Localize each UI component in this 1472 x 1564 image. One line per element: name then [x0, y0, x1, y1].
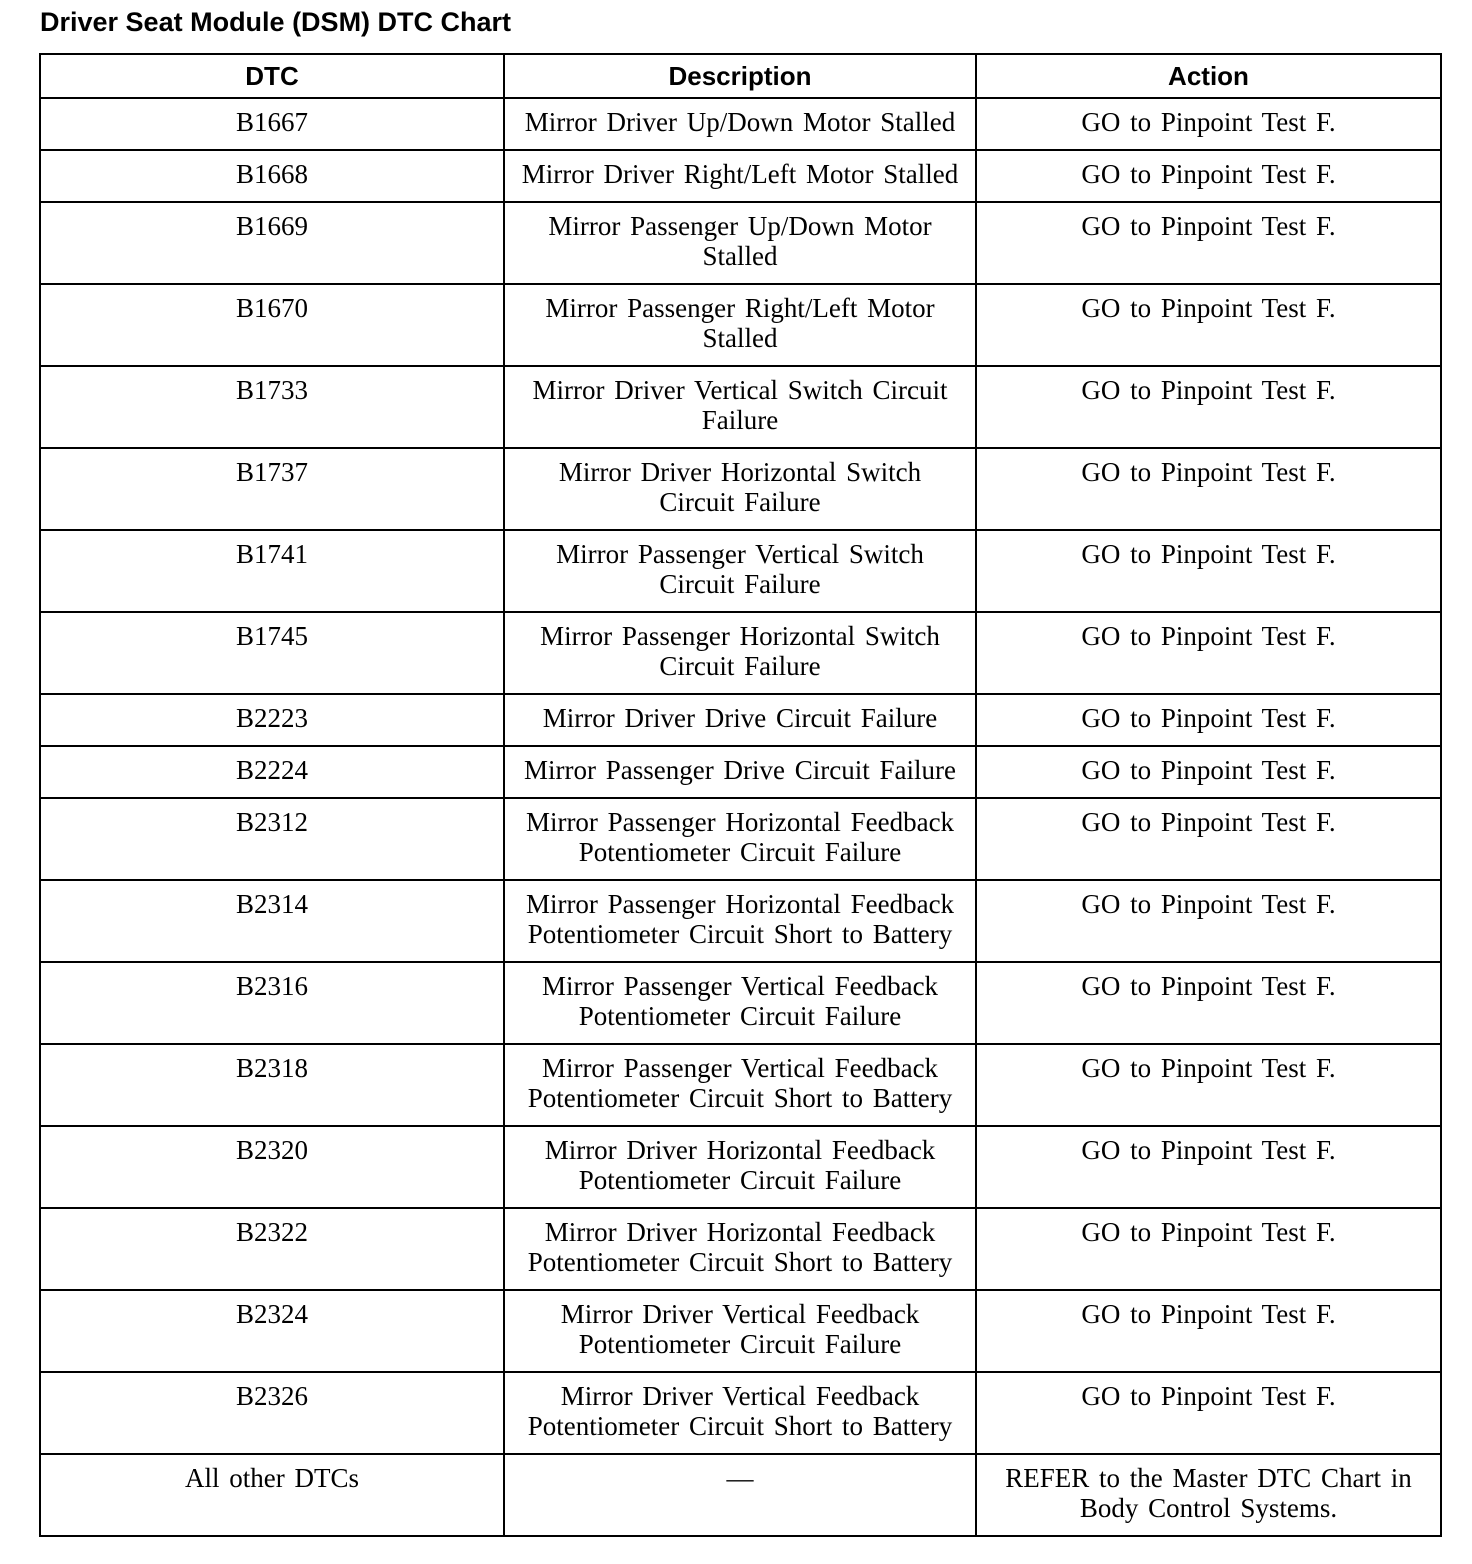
description-cell: —	[504, 1454, 976, 1536]
action-cell: GO to Pinpoint Test F.	[976, 1208, 1441, 1290]
action-cell: GO to Pinpoint Test F.	[976, 1290, 1441, 1372]
description-cell: Mirror Passenger Horizontal Feedback Potentiometer Circuit Short to Battery	[504, 880, 976, 962]
dtc-cell: B2224	[40, 746, 504, 798]
description-cell: Mirror Driver Horizontal Switch Circuit Failure	[504, 448, 976, 530]
column-header-dtc: DTC	[40, 54, 504, 98]
dtc-cell: B1670	[40, 284, 504, 366]
description-cell: Mirror Passenger Horizontal Feedback Potentiometer Circuit Failure	[504, 798, 976, 880]
dtc-cell: B2316	[40, 962, 504, 1044]
table-row	[40, 1372, 1441, 1454]
dtc-cell: B2320	[40, 1126, 504, 1208]
dtc-cell: B1667	[40, 98, 504, 150]
dtc-cell: B2318	[40, 1044, 504, 1126]
dtc-cell: B2314	[40, 880, 504, 962]
dtc-cell: B1669	[40, 202, 504, 284]
action-cell: GO to Pinpoint Test F.	[976, 202, 1441, 284]
action-cell: GO to Pinpoint Test F.	[976, 530, 1441, 612]
dtc-cell: B1733	[40, 366, 504, 448]
table-row	[40, 746, 1441, 798]
action-cell: GO to Pinpoint Test F.	[976, 612, 1441, 694]
table-row	[40, 798, 1441, 880]
table-row	[40, 694, 1441, 746]
action-cell: GO to Pinpoint Test F.	[976, 746, 1441, 798]
description-cell: Mirror Driver Right/Left Motor Stalled	[504, 150, 976, 202]
action-cell: GO to Pinpoint Test F.	[976, 284, 1441, 366]
action-cell: GO to Pinpoint Test F.	[976, 1126, 1441, 1208]
dtc-cell: B1668	[40, 150, 504, 202]
description-cell: Mirror Driver Vertical Feedback Potentiometer Circuit Short to Battery	[504, 1372, 976, 1454]
description-cell: Mirror Passenger Horizontal Switch Circuit Failure	[504, 612, 976, 694]
action-cell: GO to Pinpoint Test F.	[976, 798, 1441, 880]
dtc-cell: B1745	[40, 612, 504, 694]
table-row	[40, 150, 1441, 202]
table-row	[40, 1126, 1441, 1208]
action-cell: GO to Pinpoint Test F.	[976, 962, 1441, 1044]
description-cell: Mirror Passenger Right/Left Motor Stalled	[504, 284, 976, 366]
description-cell: Mirror Passenger Vertical Switch Circuit Failure	[504, 530, 976, 612]
description-cell: Mirror Driver Drive Circuit Failure	[504, 694, 976, 746]
action-cell: GO to Pinpoint Test F.	[976, 366, 1441, 448]
table-row	[40, 284, 1441, 366]
dtc-cell: B1741	[40, 530, 504, 612]
table-row	[40, 1044, 1441, 1126]
table-row	[40, 880, 1441, 962]
dtc-cell: B1737	[40, 448, 504, 530]
description-cell: Mirror Passenger Drive Circuit Failure	[504, 746, 976, 798]
table-row	[40, 366, 1441, 448]
description-cell: Mirror Passenger Vertical Feedback Potentiometer Circuit Short to Battery	[504, 1044, 976, 1126]
action-cell: REFER to the Master DTC Chart in Body Control Systems.	[976, 1454, 1441, 1536]
dtc-cell: B2322	[40, 1208, 504, 1290]
description-cell: Mirror Driver Vertical Feedback Potentiometer Circuit Failure	[504, 1290, 976, 1372]
dtc-cell: B2326	[40, 1372, 504, 1454]
table-row	[40, 202, 1441, 284]
action-cell: GO to Pinpoint Test F.	[976, 1372, 1441, 1454]
action-cell: GO to Pinpoint Test F.	[976, 448, 1441, 530]
action-cell: GO to Pinpoint Test F.	[976, 1044, 1441, 1126]
dtc-cell: B2223	[40, 694, 504, 746]
description-cell: Mirror Driver Horizontal Feedback Potentiometer Circuit Short to Battery	[504, 1208, 976, 1290]
table-header-row	[40, 54, 1441, 98]
column-header-description: Description	[504, 54, 976, 98]
description-cell: Mirror Driver Up/Down Motor Stalled	[504, 98, 976, 150]
action-cell: GO to Pinpoint Test F.	[976, 98, 1441, 150]
action-cell: GO to Pinpoint Test F.	[976, 694, 1441, 746]
dtc-cell: All other DTCs	[40, 1454, 504, 1536]
description-cell: Mirror Passenger Up/Down Motor Stalled	[504, 202, 976, 284]
action-cell: GO to Pinpoint Test F.	[976, 150, 1441, 202]
table-row-all-other	[40, 1454, 1441, 1536]
page-title: Driver Seat Module (DSM) DTC Chart	[40, 7, 512, 37]
table-row	[40, 448, 1441, 530]
table-row	[40, 1208, 1441, 1290]
dtc-cell: B2324	[40, 1290, 504, 1372]
description-cell: Mirror Driver Horizontal Feedback Potentiometer Circuit Failure	[504, 1126, 976, 1208]
table-row	[40, 1290, 1441, 1372]
table-row	[40, 612, 1441, 694]
table-row	[40, 530, 1441, 612]
dtc-chart-table	[39, 53, 1442, 1537]
dtc-cell: B2312	[40, 798, 504, 880]
action-cell: GO to Pinpoint Test F.	[976, 880, 1441, 962]
table-body	[40, 98, 1441, 1536]
description-cell: Mirror Passenger Vertical Feedback Potentiometer Circuit Failure	[504, 962, 976, 1044]
table-row	[40, 962, 1441, 1044]
column-header-action: Action	[976, 54, 1441, 98]
table-row	[40, 98, 1441, 150]
description-cell: Mirror Driver Vertical Switch Circuit Failure	[504, 366, 976, 448]
